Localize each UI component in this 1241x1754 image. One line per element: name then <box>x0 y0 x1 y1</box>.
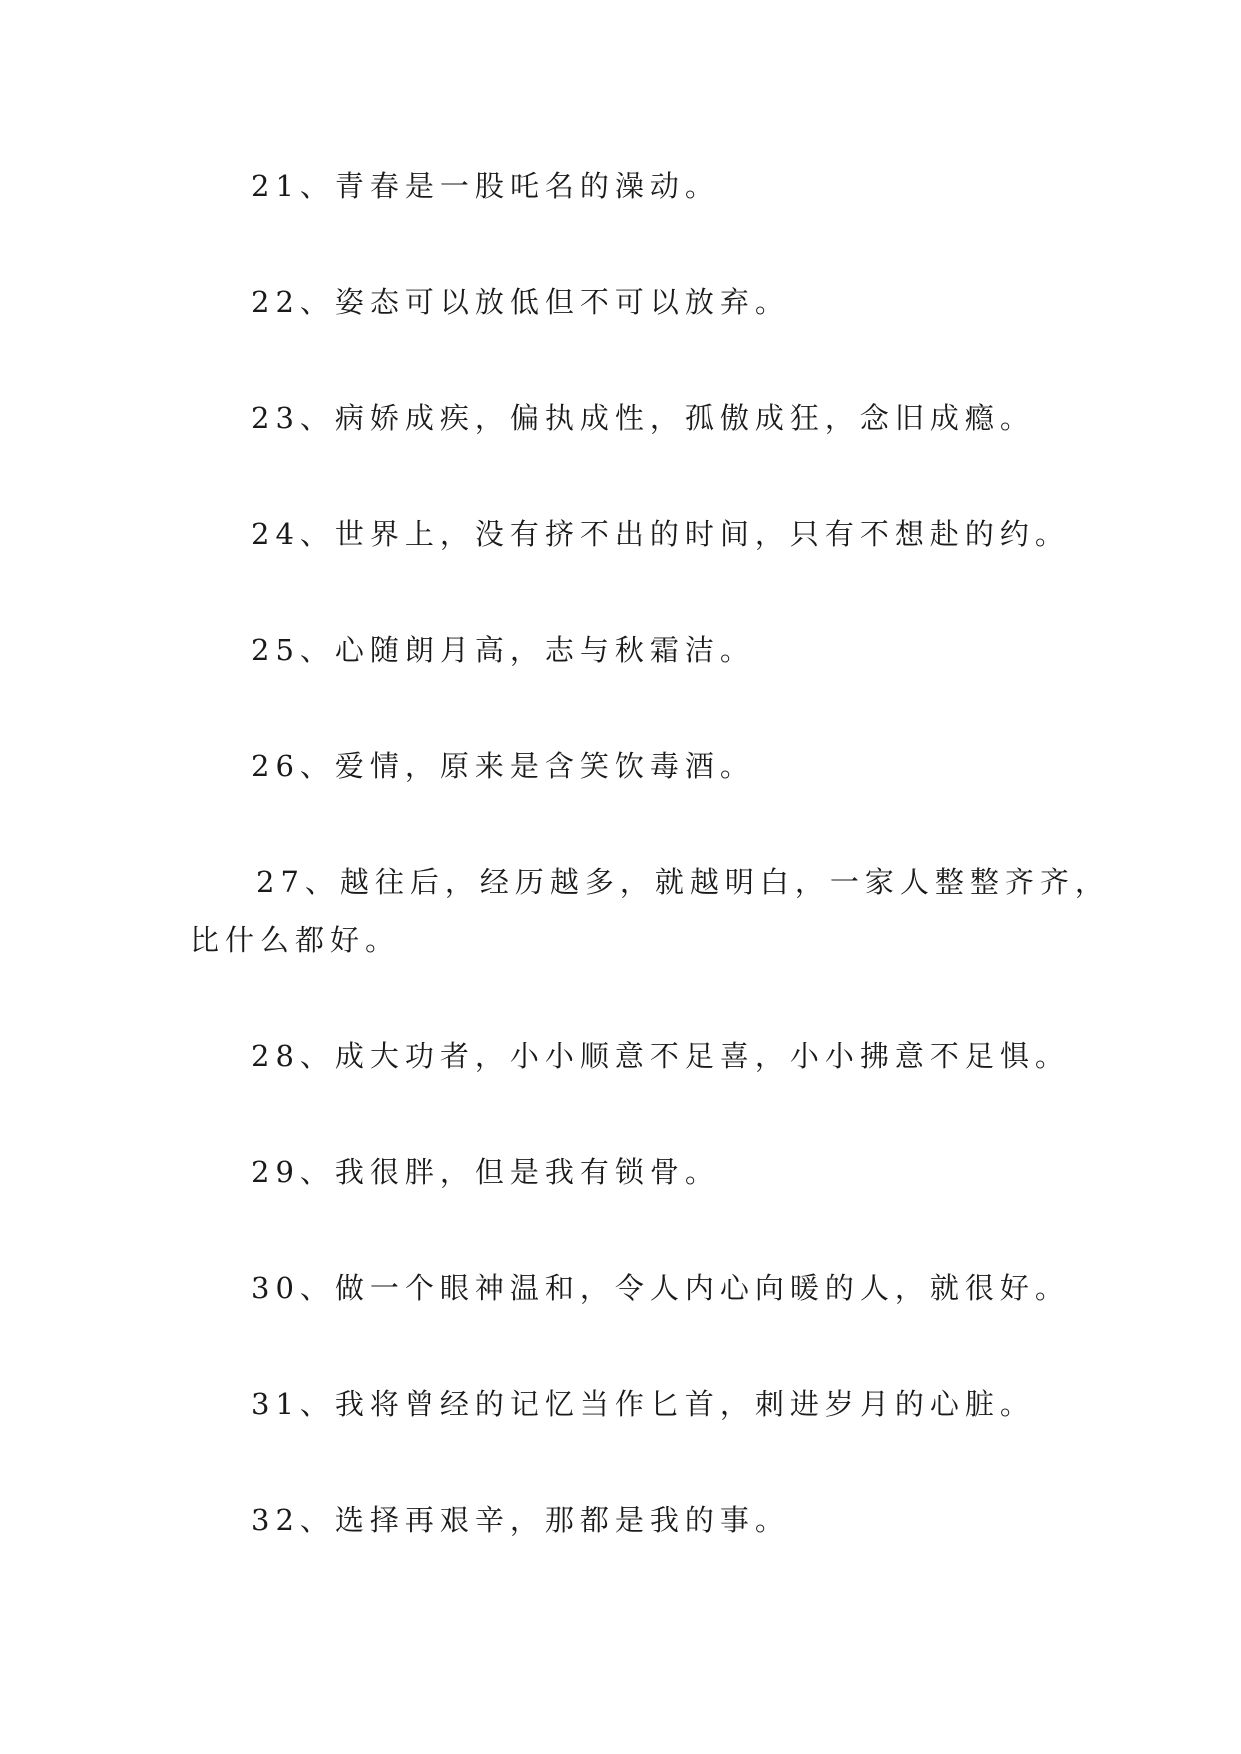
quote-28: 28、成大功者，小小顺意不足喜，小小拂意不足惧。 <box>251 1039 1070 1073</box>
quote-29: 29、我很胖，但是我有锁骨。 <box>251 1155 720 1189</box>
quote-21: 21、青春是一股吒名的澡动。 <box>251 169 720 203</box>
quote-27-line-1: 27、越往后，经历越多，就越明白，一家人整整齐齐， <box>256 865 1110 899</box>
quote-24: 24、世界上，没有挤不出的时间，只有不想赴的约。 <box>251 517 1070 551</box>
quote-31: 31、我将曾经的记忆当作匕首，刺进岁月的心脏。 <box>251 1387 1035 1421</box>
quote-22: 22、姿态可以放低但不可以放弃。 <box>251 285 790 319</box>
quote-25: 25、心随朗月高，志与秋霜洁。 <box>251 633 755 667</box>
quote-30: 30、做一个眼神温和，令人内心向暖的人，就很好。 <box>251 1271 1070 1305</box>
quote-23: 23、病娇成疾，偏执成性，孤傲成狂，念旧成瘾。 <box>251 401 1035 435</box>
quote-32: 32、选择再艰辛，那都是我的事。 <box>251 1503 790 1537</box>
quote-27-line-2: 比什么都好。 <box>190 923 401 957</box>
quote-26: 26、爱情，原来是含笑饮毒酒。 <box>251 749 755 783</box>
